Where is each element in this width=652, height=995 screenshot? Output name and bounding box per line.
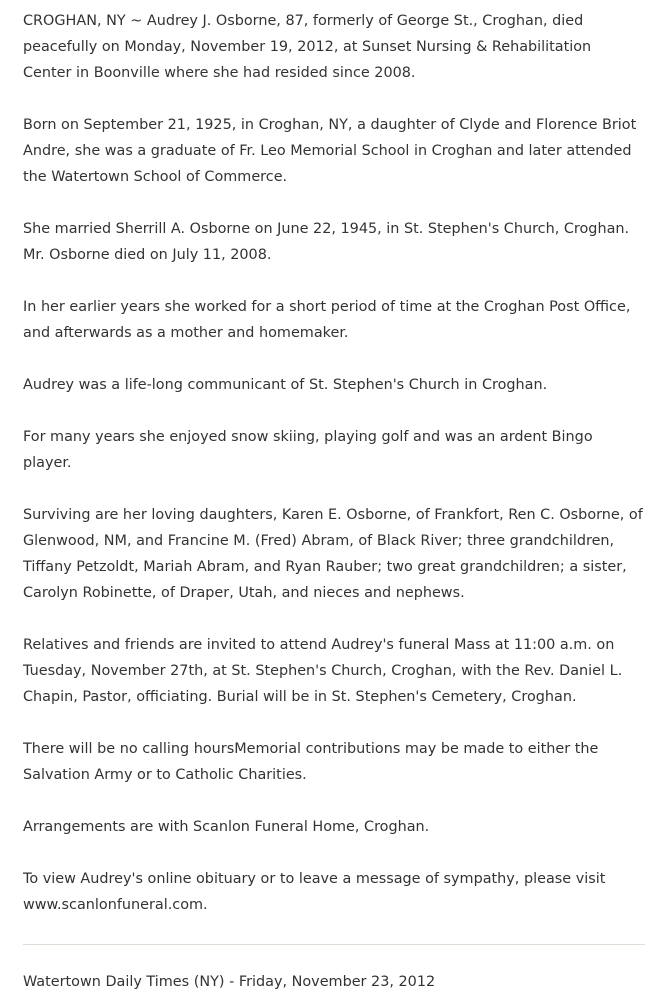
obituary-paragraph-hobbies: For many years she enjoyed snow skiing, playing golf and was an ardent Bingo player. xyxy=(23,429,593,471)
obituary-paragraph-marriage: She married Sherrill A. Osborne on June 22, 1945, in St. Stephen's Church, Croghan. Mr. Osborne died on July 11, 2008. xyxy=(23,221,630,263)
obituary-paragraph-birth: Born on September 21, 1925, in Croghan, NY, a daughter of Clyde and Florence Briot Andre, she was a graduate of Fr. Leo Memorial School in Croghan and later attended the Watertown School of Commerce. xyxy=(23,117,637,185)
obituary-paragraph-survivors: Surviving are her loving daughters, Karen E. Osborne, of Frankfort, Ren C. Osborne, of Glenwood, NM, and Francine M. (Fred) Abram, of Black River; three grandchildren, Tiffany Petzoldt, Mariah Abram, and Ryan Rauber; two great grandchildren; a sister, Carolyn Robinette, of Draper, Utah, and nieces and nephews. xyxy=(23,507,643,601)
publication-source: Watertown Daily Times (NY) - Friday, November 23, 2012 xyxy=(23,974,436,990)
obituary-paragraph-funeral: Relatives and friends are invited to attend Audrey's funeral Mass at 11:00 a.m. on Tuesday, November 27th, at St. Stephen's Church, Croghan, with the Rev. Daniel L. Chapin, Pastor, officiating. Burial will be in St. Stephen's Cemetery, Croghan. xyxy=(23,637,623,705)
obituary-paragraph-church: Audrey was a life-long communicant of St. Stephen's Church in Croghan. xyxy=(23,377,548,393)
obituary-paragraph-contributions: There will be no calling hoursMemorial contributions may be made to either the Salvation Army or to Catholic Charities. xyxy=(23,741,599,783)
obituary-paragraph-intro: CROGHAN, NY ~ Audrey J. Osborne, 87, formerly of George St., Croghan, died peacefully on Monday, November 19, 2012, at Sunset Nursing & Rehabilitation Center in Boonville where she had resided since 2008. xyxy=(23,13,592,81)
divider xyxy=(23,944,645,945)
obituary-paragraph-arrangements: Arrangements are with Scanlon Funeral Home, Croghan. xyxy=(23,819,430,835)
obituary-paragraph-online: To view Audrey's online obituary or to leave a message of sympathy, please visit www.scanlonfuneral.com. xyxy=(23,871,606,913)
obituary-paragraph-career: In her earlier years she worked for a short period of time at the Croghan Post Office, and afterwards as a mother and homemaker. xyxy=(23,299,631,341)
